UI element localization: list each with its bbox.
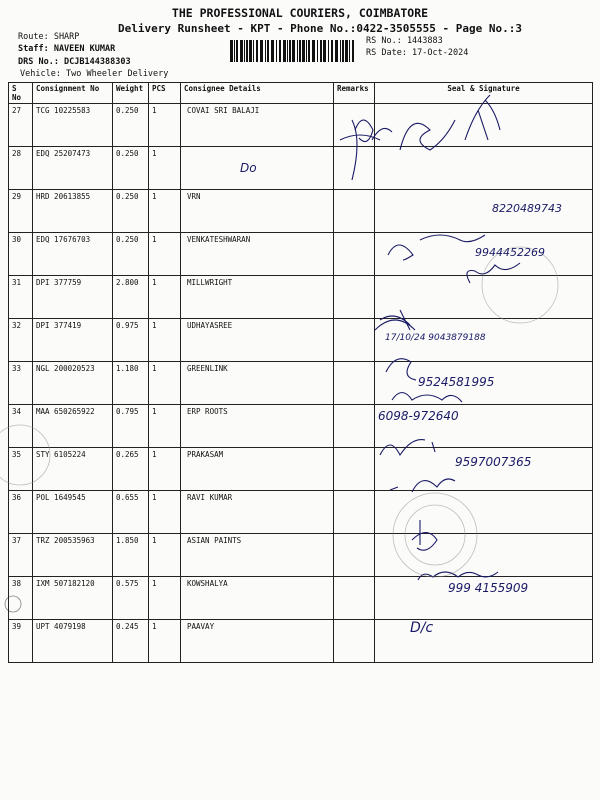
company-title: THE PROFESSIONAL COURIERS, COIMBATORE — [171, 6, 429, 20]
consignee-details: GREENLINK — [181, 362, 334, 405]
pieces-count: 1 — [149, 362, 181, 405]
remarks-cell — [334, 405, 375, 448]
remarks-cell — [334, 491, 375, 534]
weight-value: 0.795 — [113, 405, 149, 448]
handwritten-phone: 999 4155909 — [448, 581, 529, 595]
consignment-number: STY 6105224 — [33, 448, 113, 491]
runsheet-subtitle: Delivery Runsheet - KPT - Phone No.:0422-3505555 - Page No.:3 — [118, 22, 522, 35]
weight-value: 0.250 — [113, 104, 149, 147]
col-consignee-header: Consignee Details — [181, 83, 334, 104]
table-row — [9, 491, 593, 534]
handwritten-phone: 9524581995 — [418, 375, 495, 389]
weight-value: 0.655 — [113, 491, 149, 534]
signature-cell — [375, 362, 593, 405]
weight-value: 0.245 — [113, 620, 149, 663]
serial-number: 27 — [9, 104, 33, 147]
handwritten-phone: 6098-972640 — [378, 409, 459, 423]
pieces-count: 1 — [149, 147, 181, 190]
barcode-image — [230, 40, 355, 62]
consignment-number: TRZ 200535963 — [33, 534, 113, 577]
serial-number: 29 — [9, 190, 33, 233]
signature-cell — [375, 276, 593, 319]
route-label: Route: SHARP — [18, 32, 80, 42]
rs-date: RS Date: 17-Oct-2024 — [366, 48, 469, 58]
serial-number: 38 — [9, 577, 33, 620]
weight-value: 2.800 — [113, 276, 149, 319]
consignment-number: EDQ 17676703 — [33, 233, 113, 276]
remarks-cell — [334, 620, 375, 663]
serial-number: 32 — [9, 319, 33, 362]
signature-cell — [375, 620, 593, 663]
remarks-cell — [334, 233, 375, 276]
serial-number: 34 — [9, 405, 33, 448]
table-row — [9, 233, 593, 276]
remarks-cell — [334, 147, 375, 190]
table-row — [9, 319, 593, 362]
drs-number: DRS No.: DCJB144388303 — [18, 57, 131, 67]
serial-number: 39 — [9, 620, 33, 663]
handwritten-phone: 9597007365 — [455, 455, 532, 469]
consignee-details: RAVI KUMAR — [181, 491, 334, 534]
consignee-details: MILLWRIGHT — [181, 276, 334, 319]
col-signature-header: Seal & Signature — [375, 83, 593, 104]
vehicle-label: Vehicle: Two Wheeler Delivery — [20, 69, 169, 79]
consignment-number: EDQ 25207473 — [33, 147, 113, 190]
signature-cell — [375, 491, 593, 534]
remarks-cell — [334, 104, 375, 147]
signature-cell — [375, 534, 593, 577]
serial-number: 31 — [9, 276, 33, 319]
weight-value: 0.575 — [113, 577, 149, 620]
col-weight-header: Weight — [113, 83, 149, 104]
consignment-number: NGL 200020523 — [33, 362, 113, 405]
consignee-details: ERP ROOTS — [181, 405, 334, 448]
weight-value: 0.250 — [113, 233, 149, 276]
table-row — [9, 147, 593, 190]
signature-cell — [375, 233, 593, 276]
consignee-details: PAAVAY — [181, 620, 334, 663]
table-row — [9, 190, 593, 233]
consignee-details: VRN — [181, 190, 334, 233]
pieces-count: 1 — [149, 319, 181, 362]
weight-value: 0.265 — [113, 448, 149, 491]
pieces-count: 1 — [149, 104, 181, 147]
consignment-number: HRD 20613855 — [33, 190, 113, 233]
signature-cell — [375, 577, 593, 620]
consignee-details: COVAI SRI BALAJI — [181, 104, 334, 147]
serial-number: 33 — [9, 362, 33, 405]
serial-number: 35 — [9, 448, 33, 491]
pieces-count: 1 — [149, 577, 181, 620]
pieces-count: 1 — [149, 233, 181, 276]
table-row — [9, 534, 593, 577]
consignee-details: UDHAYASREE — [181, 319, 334, 362]
signature-cell — [375, 104, 593, 147]
signature-cell — [375, 405, 593, 448]
weight-value: 1.850 — [113, 534, 149, 577]
consignment-number: MAA 650265922 — [33, 405, 113, 448]
remarks-cell — [334, 534, 375, 577]
remarks-cell — [334, 319, 375, 362]
table-row — [9, 276, 593, 319]
pieces-count: 1 — [149, 190, 181, 233]
consignee-details: KOWSHALYA — [181, 577, 334, 620]
handwritten-note: D/c — [410, 620, 434, 636]
col-sno-header: S No — [9, 83, 33, 104]
weight-value: 0.250 — [113, 190, 149, 233]
table-row — [9, 362, 593, 405]
remarks-cell — [334, 448, 375, 491]
col-pcs-header: PCS — [149, 83, 181, 104]
weight-value: 0.975 — [113, 319, 149, 362]
pieces-count: 1 — [149, 276, 181, 319]
consignee-details: VENKATESHWARAN — [181, 233, 334, 276]
remarks-cell — [334, 276, 375, 319]
table-row — [9, 104, 593, 147]
pieces-count: 1 — [149, 620, 181, 663]
pieces-count: 1 — [149, 534, 181, 577]
consignment-number: POL 1649545 — [33, 491, 113, 534]
col-consignment-header: Consignment No — [33, 83, 113, 104]
signature-cell — [375, 448, 593, 491]
handwritten-date-phone: 17/10/24 9043879188 — [385, 333, 486, 343]
table-row — [9, 405, 593, 448]
consignee-details: ASIAN PAINTS — [181, 534, 334, 577]
handwritten-note: Do — [240, 161, 257, 175]
table-row — [9, 577, 593, 620]
serial-number: 37 — [9, 534, 33, 577]
consignment-number: DPI 377759 — [33, 276, 113, 319]
staff-label: Staff: NAVEEN KUMAR — [18, 44, 116, 54]
table-row — [9, 620, 593, 663]
signature-cell — [375, 319, 593, 362]
pieces-count: 1 — [149, 448, 181, 491]
table-row — [9, 448, 593, 491]
table-header-row — [9, 83, 593, 104]
signature-cell — [375, 190, 593, 233]
serial-number: 36 — [9, 491, 33, 534]
consignee-details — [181, 147, 334, 190]
consignment-number: UPT 4079198 — [33, 620, 113, 663]
consignment-number: IXM 507182120 — [33, 577, 113, 620]
rs-number: RS No.: 1443883 — [366, 36, 443, 46]
pieces-count: 1 — [149, 405, 181, 448]
consignment-number: TCG 10225583 — [33, 104, 113, 147]
handwritten-phone: 8220489743 — [492, 202, 562, 215]
signature-cell — [375, 147, 593, 190]
consignment-number: DPI 377419 — [33, 319, 113, 362]
weight-value: 1.180 — [113, 362, 149, 405]
pieces-count: 1 — [149, 491, 181, 534]
remarks-cell — [334, 190, 375, 233]
handwritten-phone: 9944452269 — [475, 246, 545, 259]
serial-number: 30 — [9, 233, 33, 276]
weight-value: 0.250 — [113, 147, 149, 190]
remarks-cell — [334, 362, 375, 405]
runsheet-table — [8, 82, 593, 663]
serial-number: 28 — [9, 147, 33, 190]
remarks-cell — [334, 577, 375, 620]
col-remarks-header: Remarks — [334, 83, 375, 104]
consignee-details: PRAKASAM — [181, 448, 334, 491]
